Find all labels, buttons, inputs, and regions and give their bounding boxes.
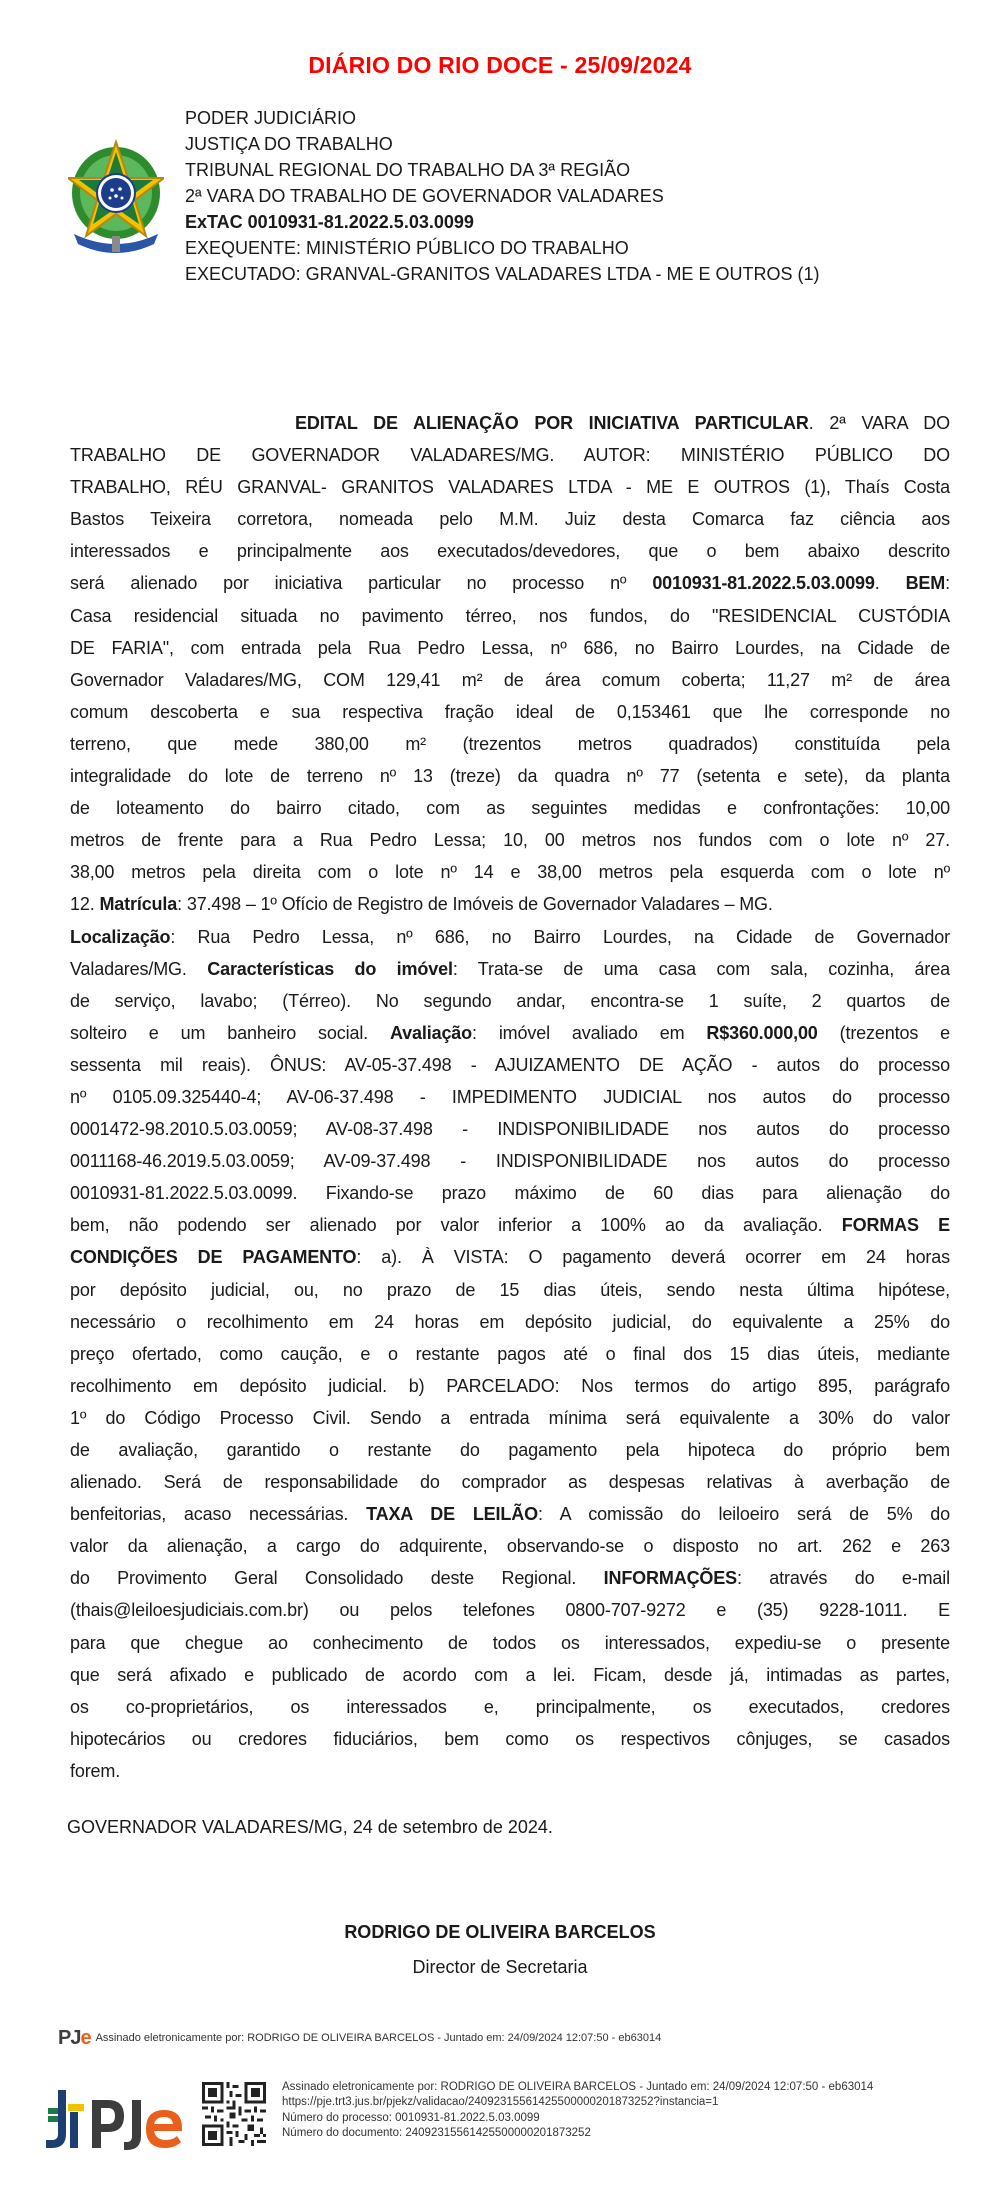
edital-text: 1º do Código Processo Civil. Sendo a entrada mínima será equivalente a 30% do valor — [70, 1407, 950, 1428]
header-line-case-number: ExTAC 0010931-81.2022.5.03.0099 — [185, 212, 474, 232]
edital-text: por depósito judicial, ou, no prazo de 15 dias úteis, sendo nesta última hipótese, — [70, 1279, 950, 1300]
edital-line — [70, 985, 950, 1017]
edital-body — [70, 407, 950, 1787]
edital-line — [70, 664, 950, 696]
newspaper-title: DIÁRIO DO RIO DOCE - 25/09/2024 — [308, 52, 692, 78]
jt-pje-logo-icon — [38, 2082, 188, 2154]
edital-line — [70, 1755, 950, 1787]
edital-text: (trezentos e — [817, 1022, 950, 1043]
edital-line — [70, 1691, 950, 1723]
edital-line — [70, 632, 950, 664]
edital-line — [70, 567, 950, 599]
edital-line — [70, 1434, 950, 1466]
edital-text: solteiro e um banheiro social. — [70, 1022, 390, 1043]
edital-text: nº 0105.09.325440-4; AV-06-37.498 - IMPEDIMENTO JUDICIAL nos autos do processo — [70, 1086, 950, 1107]
edital-bold-text: R$360.000,00 — [706, 1022, 818, 1043]
edital-bold-text: Características do imóvel — [207, 958, 453, 979]
edital-line — [70, 1723, 950, 1755]
edital-line — [70, 888, 950, 920]
edital-text: : imóvel avaliado em — [472, 1022, 707, 1043]
edital-text: comum descoberta e sua respectiva fração ideal de 0,153461 que lhe corresponde no — [70, 701, 950, 722]
pje-mini-logo-icon: PJe — [58, 2027, 91, 2049]
edital-text: 0011168-46.2019.5.03.0059; AV-09-37.498 - INDISPONIBILIDADE nos autos do processo — [70, 1151, 950, 1172]
header-line-plaintiff: EXEQUENTE: MINISTÉRIO PÚBLICO DO TRABALHO — [185, 238, 629, 258]
edital-text: benfeitorias, acaso necessárias. — [70, 1504, 367, 1525]
edital-text: : através do e-mail — [736, 1568, 950, 1589]
edital-text: os co-proprietários, os interessados e, principalmente, os executados, credores — [70, 1696, 950, 1717]
edital-text: 0001472-98.2010.5.03.0059; AV-08-37.498 - INDISPONIBILIDADE nos autos do processo — [70, 1119, 950, 1140]
edital-text: será alienado por iniciativa particular no processo nº — [70, 573, 653, 594]
edital-line — [70, 535, 950, 567]
edital-line — [70, 1627, 950, 1659]
edital-text: de loteamento do bairro citado, com as seguintes medidas e confrontações: 10,00 — [70, 798, 950, 819]
edital-text: . 2ª VARA DO — [808, 413, 950, 433]
edital-text: : Trata-se de uma casa com sala, cozinha, área — [452, 958, 950, 979]
footer-validation-url[interactable]: https://pje.trt3.jus.br/pjekz/validacao/24092315561425500000201873252?instancia=1 — [282, 2096, 719, 2109]
edital-line — [70, 1209, 950, 1241]
edital-line — [70, 1241, 950, 1273]
edital-text: TRABALHO DE GOVERNADOR VALADARES/MG. AUTOR: MINISTÉRIO PÚBLICO DO — [70, 445, 950, 466]
edital-text: : — [945, 573, 950, 594]
edital-line — [70, 1659, 950, 1691]
edital-text: Casa residencial situada no pavimento térreo, nos fundos, do "RESIDENCIAL CUSTÓDIA — [70, 605, 950, 626]
edital-line — [70, 728, 950, 760]
place-date: GOVERNADOR VALADARES/MG, 24 de setembro de 2024. — [67, 1817, 553, 1837]
edital-text: Governador Valadares/MG, COM 129,41 m² de área comum coberta; 11,27 m² de área — [70, 669, 950, 690]
edital-bold-text: EDITAL DE ALIENAÇÃO POR INICIATIVA PARTICULAR — [295, 413, 809, 433]
edital-line — [70, 1594, 950, 1626]
edital-text: recolhimento em depósito judicial. b) PARCELADO: Nos termos do artigo 895, parágrafo — [70, 1375, 950, 1396]
edital-text: 38,00 metros pela direita com o lote nº 14 e 38,00 metros pela esquerda com o lote nº — [70, 862, 950, 883]
electronic-signature-info — [282, 2080, 873, 2141]
edital-text: hipotecários ou credores fiduciários, bem como os respectivos cônjuges, se casados — [70, 1728, 950, 1749]
edital-line — [70, 856, 950, 888]
edital-text: que será afixado e publicado de acordo com a lei. Ficam, desde já, intimadas as partes, — [70, 1664, 950, 1685]
edital-line — [70, 1402, 950, 1434]
edital-line — [70, 471, 950, 503]
edital-line — [70, 503, 950, 535]
edital-line — [70, 921, 950, 953]
edital-line — [70, 1274, 950, 1306]
edital-bold-text: TAXA DE LEILÃO — [366, 1504, 538, 1525]
edital-text: 12. — [70, 894, 100, 915]
edital-text: : 37.498 – 1º Ofício de Registro de Imóveis de Governador Valadares – MG. — [177, 894, 773, 915]
edital-text: integralidade do lote de terreno nº 13 (treze) da quadra nº 77 (setenta e sete), da planta — [70, 766, 950, 787]
edital-text: forem. — [70, 1760, 121, 1781]
edital-text: (thais@leiloesjudiciais.com.br) ou pelos telefones 0800-707-9272 e (35) 9228-1011. E — [70, 1600, 950, 1621]
edital-line — [70, 1338, 950, 1370]
edital-line — [70, 1113, 950, 1145]
edital-text: de avaliação, garantido o restante do pagamento pela hipoteca do próprio bem — [70, 1440, 950, 1460]
edital-line — [70, 600, 950, 632]
signatory-name: RODRIGO DE OLIVEIRA BARCELOS — [344, 1922, 656, 1942]
header-line-labor-justice: JUSTIÇA DO TRABALHO — [185, 134, 393, 154]
edital-bold-text: Localização — [70, 926, 171, 947]
header-line-regional-court: TRIBUNAL REGIONAL DO TRABALHO DA 3ª REGIÃO — [185, 160, 631, 180]
edital-text: Valadares/MG. — [70, 958, 208, 979]
edital-line — [70, 1306, 950, 1338]
footer-document-number: Número do documento: 24092315561425500000201873252 — [282, 2126, 591, 2139]
edital-text: para que chegue ao conhecimento de todos os interessados, expediu-se o presente — [70, 1632, 950, 1653]
footer-process-number: Número do processo: 0010931-81.2022.5.03.0099 — [282, 2111, 540, 2124]
edital-line — [70, 1177, 950, 1209]
edital-text: : A comissão do leiloeiro será de 5% do — [537, 1504, 950, 1525]
edital-bold-text: CONDIÇÕES DE PAGAMENTO — [70, 1247, 357, 1268]
footer-signed-by: Assinado eletronicamente por: RODRIGO DE OLIVEIRA BARCELOS - Juntado em: 24/09/2024 12:07:50 - eb63014 — [282, 2081, 874, 2093]
edital-line — [70, 407, 950, 439]
edital-text: bem, não podendo ser alienado por valor inferior a 100% ao da avaliação. — [70, 1215, 842, 1236]
header-line-court-division: 2ª VARA DO TRABALHO DE GOVERNADOR VALADARES — [185, 186, 664, 206]
edital-text: do Provimento Geral Consolidado deste Regional. — [70, 1568, 604, 1589]
edital-text: metros de frente para a Rua Pedro Lessa; 10, 00 metros nos fundos com o lote nº 27. — [70, 830, 950, 851]
edital-text: 0010931-81.2022.5.03.0099. Fixando-se prazo máximo de 60 dias para alienação do — [70, 1183, 950, 1204]
edital-text: terreno, que mede 380,00 m² (trezentos metros quadrados) constituída pela — [70, 733, 950, 754]
header-line-defendant: EXECUTADO: GRANVAL-GRANITOS VALADARES LTDA - ME E OUTROS (1) — [185, 264, 820, 284]
edital-bold-text: BEM — [905, 573, 946, 594]
edital-text: . — [874, 573, 906, 594]
pje-stamp-text: Assinado eletronicamente por: RODRIGO DE OLIVEIRA BARCELOS - Juntado em: 24/09/2024 12:07:50 - eb63014 — [95, 2032, 662, 2044]
edital-text: necessário o recolhimento em 24 horas em depósito judicial, do equivalente a 25% do — [70, 1311, 950, 1332]
edital-bold-text: Matrícula — [99, 894, 178, 915]
edital-line — [70, 1370, 950, 1402]
edital-text: valor da alienação, a cargo do adquirente, observando-se o disposto no art. 262 e 263 — [70, 1536, 950, 1557]
edital-bold-text: FORMAS E — [841, 1215, 950, 1236]
edital-text: de serviço, lavabo; (Térreo). No segundo andar, encontra-se 1 suíte, 2 quartos de — [70, 990, 950, 1011]
edital-line — [70, 1466, 950, 1498]
edital-text: : a). À VISTA: O pagamento deverá ocorrer em 24 horas — [356, 1247, 950, 1268]
edital-line — [70, 953, 950, 985]
edital-line — [70, 760, 950, 792]
edital-text: DE FARIA", com entrada pela Rua Pedro Lessa, nº 686, no Bairro Lourdes, na Cidade de — [70, 637, 950, 658]
edital-line — [70, 696, 950, 728]
pje-signature-stamp — [58, 2028, 661, 2048]
edital-line — [70, 1081, 950, 1113]
edital-bold-text: INFORMAÇÕES — [603, 1568, 737, 1589]
edital-bold-text: Avaliação — [389, 1022, 473, 1043]
edital-text: Bastos Teixeira corretora, nomeada pelo M.M. Juiz desta Comarca faz ciência aos — [70, 509, 950, 530]
edital-line — [70, 1498, 950, 1530]
edital-line — [70, 1017, 950, 1049]
brazil-coat-of-arms-icon — [68, 138, 164, 256]
signatory-role: Director de Secretaria — [412, 1957, 588, 1977]
edital-line — [70, 792, 950, 824]
edital-line — [70, 1562, 950, 1594]
court-header — [185, 105, 819, 287]
edital-line — [70, 439, 950, 471]
edital-text: preço ofertado, como caução, e o restante pagos até o final dos 15 dias úteis, mediante — [70, 1343, 950, 1364]
edital-text: : Rua Pedro Lessa, nº 686, no Bairro Lourdes, na Cidade de Governador — [170, 926, 950, 947]
edital-line — [70, 824, 950, 856]
edital-line — [70, 1530, 950, 1562]
edital-text: TRABALHO, RÉU GRANVAL- GRANITOS VALADARES LTDA - ME E OUTROS (1), Thaís Costa — [70, 477, 950, 498]
header-line-judiciary: PODER JUDICIÁRIO — [185, 108, 357, 128]
edital-text: sessenta mil reais). ÔNUS: AV-05-37.498 - AJUIZAMENTO DE AÇÃO - autos do processo — [70, 1054, 950, 1075]
qr-code-icon[interactable] — [202, 2082, 266, 2146]
edital-text: alienado. Será de responsabilidade do comprador as despesas relativas à averbação de — [70, 1472, 950, 1493]
edital-bold-text: 0010931-81.2022.5.03.0099 — [652, 573, 875, 594]
edital-line — [70, 1145, 950, 1177]
edital-line — [70, 1049, 950, 1081]
edital-text: interessados e principalmente aos executados/devedores, que o bem abaixo descrito — [70, 541, 950, 562]
